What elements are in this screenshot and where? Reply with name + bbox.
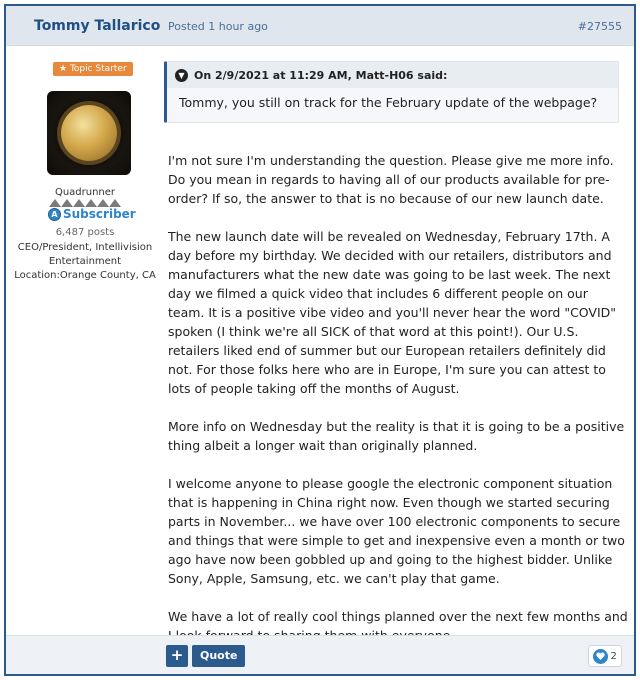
- subscriber-badge: [48, 207, 136, 221]
- quote-block: [164, 61, 619, 123]
- post-paragraph: The new launch date will be revealed on Wednesday, February 17th. A day before my birthday. We decided with our retailers, distributors and manufacturers what the new date was going to be last week. The next day we filmed a quick video that includes 6 different people on our team. It is a positive vibe video and you'll never hear the word "COVID" spoken (I think we're all SICK of that word at this point!). Our U.S. retailers liked end of summer but our European retailers definitely did not. For those folks here who are in Europe, I'm sure you can attest to lots of people taking off the months of August.: [168, 229, 617, 396]
- reaction-count: 2: [610, 650, 617, 662]
- chevron-down-icon[interactable]: ▼: [175, 69, 188, 82]
- subscriber-icon: A: [48, 208, 61, 221]
- post-paragraph: More info on Wednesday but the reality is that it is going to be a positive thing albeit a longer wait than originally planned.: [168, 419, 625, 453]
- post-paragraph: I'm not sure I'm understanding the question. Please give me more info. Do you mean in regards to having all of our products available for pre-order? If so, the answer to that is no because of our new launch date.: [168, 153, 614, 206]
- heart-icon: [593, 649, 608, 664]
- avatar[interactable]: [47, 91, 131, 175]
- post-header: [6, 6, 634, 46]
- quote-button[interactable]: Quote: [192, 645, 245, 667]
- subscriber-label: Subscriber: [63, 207, 136, 221]
- post-count: 6,487 posts: [55, 227, 115, 238]
- member-title: Quadrunner: [54, 187, 116, 198]
- post-body: [168, 151, 628, 664]
- forum-post: [4, 4, 636, 676]
- post-paragraph: I welcome anyone to please google the electronic component situation that is happening in China right now. Even though we started securing parts in November... we have over 100 electronic components to secure and things that were simple to get and inexpensive even a month or two ago have now been gobbled up and going to the highest bidder. Unlike Sony, Apple, Samsung, etc. we can't play that game.: [168, 476, 625, 586]
- post-timestamp-link[interactable]: Posted 1 hour ago: [168, 20, 268, 33]
- post-footer: [6, 635, 634, 674]
- member-location: Location:Orange County, CA: [14, 270, 156, 281]
- quote-header[interactable]: [167, 62, 618, 88]
- topic-starter-badge: ★ Topic Starter: [53, 62, 133, 76]
- member-info: CEO/President, Intellivision Entertainment: [17, 242, 153, 267]
- post-paragraph: We have a lot of really cool things planned over the next few months and: [168, 609, 628, 624]
- quote-text: Tommy, you still on track for the February update of the webpage?: [179, 95, 598, 110]
- rank-pip-icon: [85, 199, 97, 207]
- topic-starter-label: Topic Starter: [69, 64, 127, 74]
- rank-pip-icon: [109, 199, 121, 207]
- rank-pip-icon: [97, 199, 109, 207]
- rank-pip-icon: [73, 199, 85, 207]
- author-name-link[interactable]: Tommy Tallarico: [34, 18, 161, 34]
- multiquote-add-button[interactable]: +: [166, 645, 188, 667]
- quote-attribution: On 2/9/2021 at 11:29 AM, Matt-H06 said:: [194, 68, 448, 82]
- avatar-disc: [61, 105, 117, 161]
- rank-pip-icon: [61, 199, 73, 207]
- rank-pip-icon: [49, 199, 61, 207]
- author-sidebar: [6, 47, 164, 637]
- post-id-link[interactable]: #27555: [577, 20, 622, 33]
- reaction-button[interactable]: [588, 645, 622, 667]
